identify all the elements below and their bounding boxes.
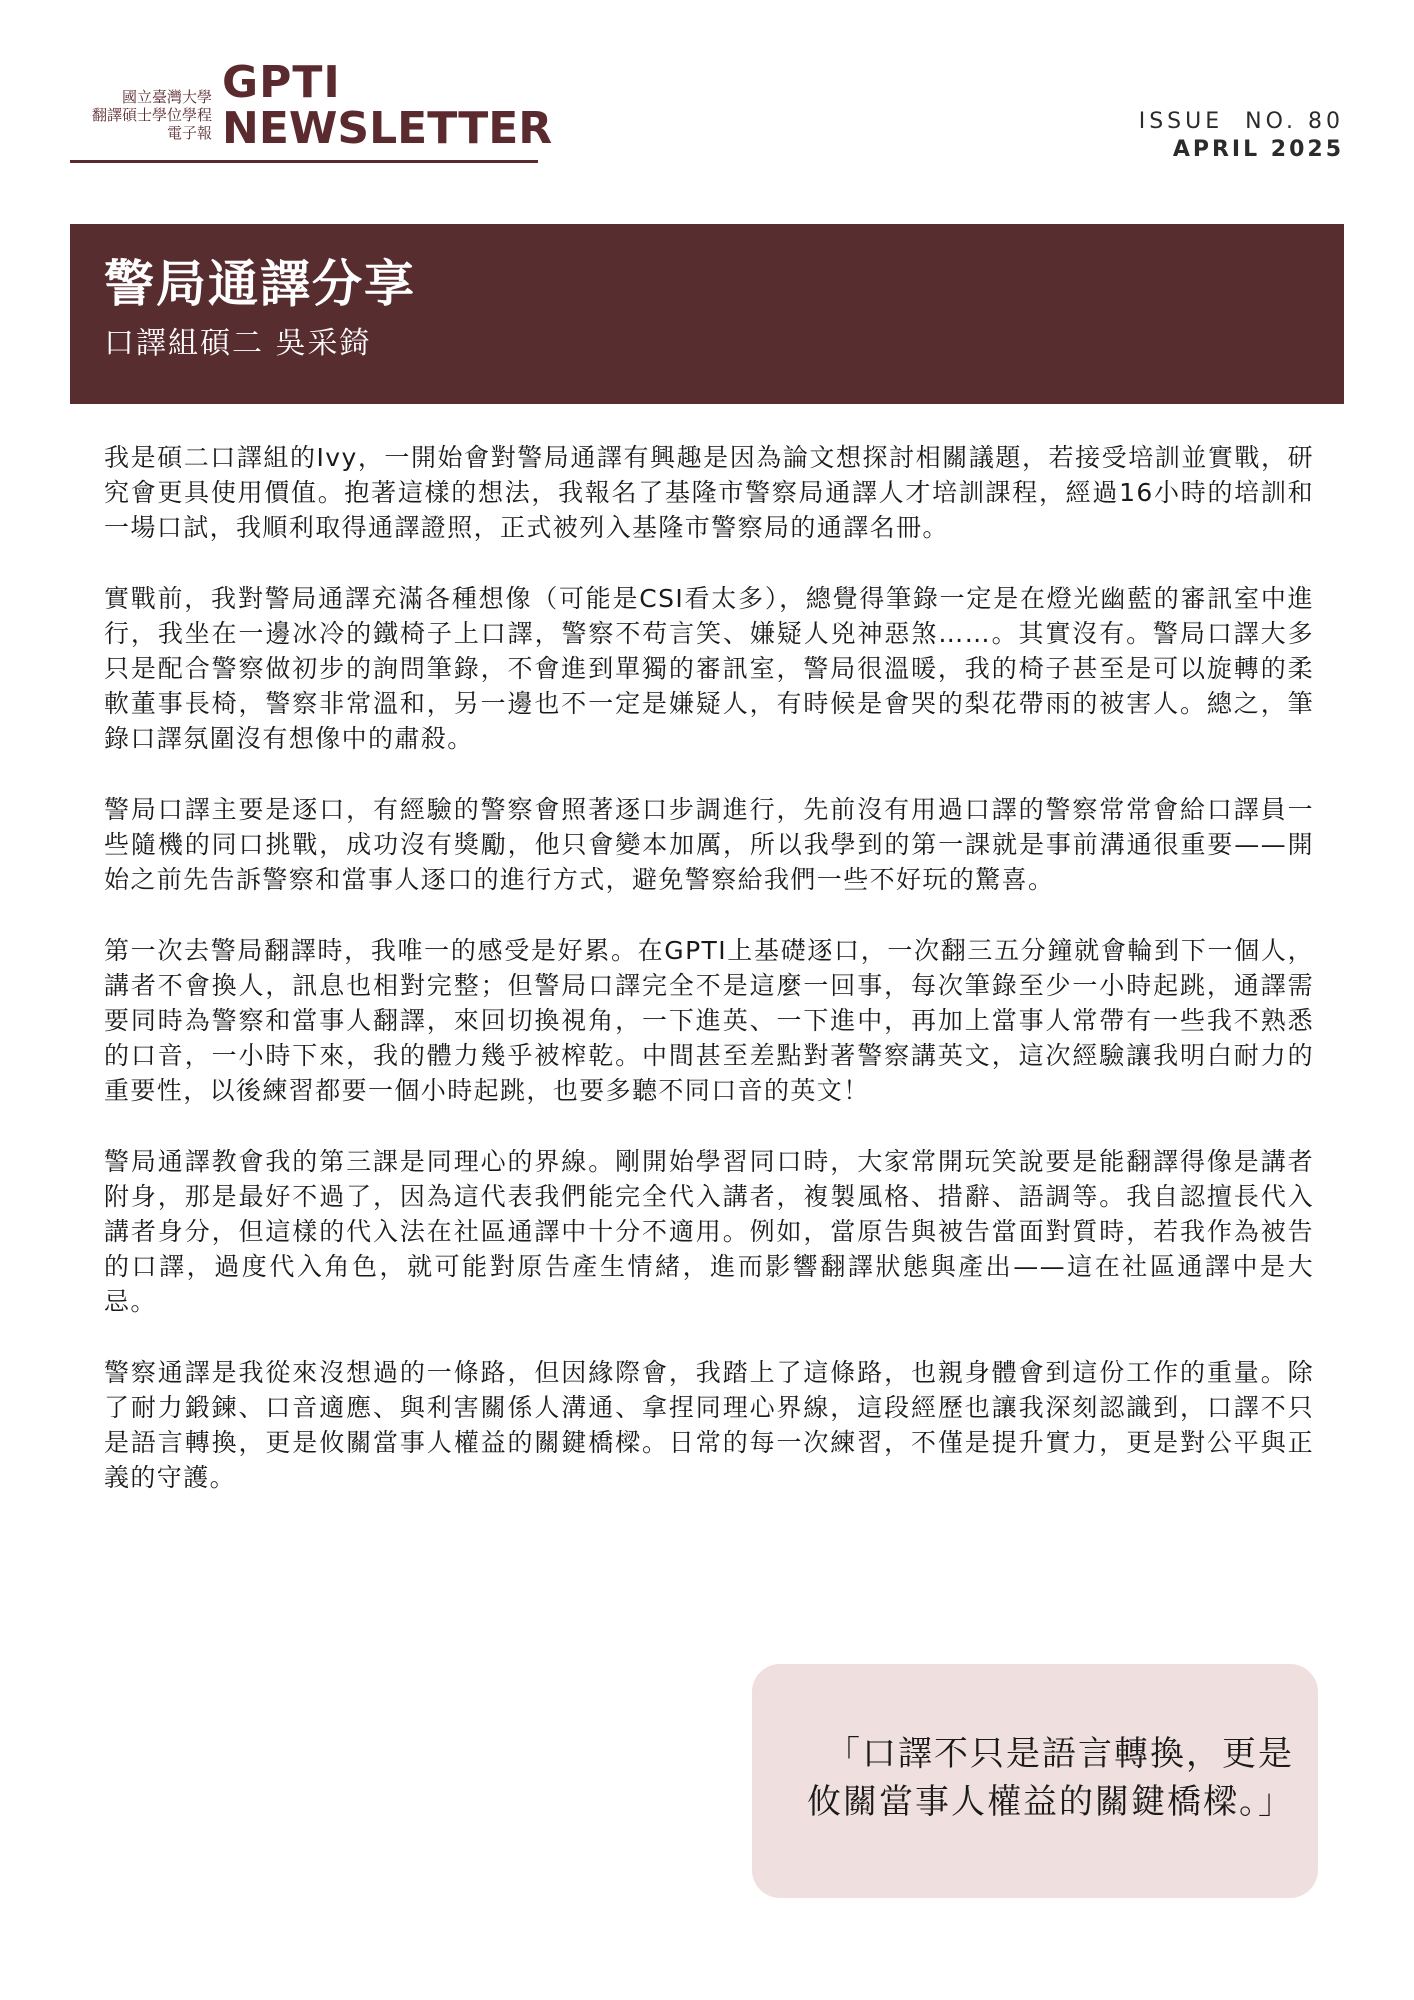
issue-info: [1139, 108, 1344, 164]
article-title-banner: [70, 224, 1344, 404]
article-title: 警局通譯分享: [104, 255, 416, 313]
article-paragraph: 警局通譯教會我的第三課是同理心的界線。剛開始學習同口時，大家常開玩笑說要是能翻譯得像是講者附身，那是最好不過了，因為這代表我們能完全代入講者，複製風格、措辭、語調等。我自認擅長代入講者身分，但這樣的代入法在社區通譯中十分不適用。例如，當原告與被告當面對質時，若我作為被告的口譯，過度代入角色，就可能對原告產生情緒，進而影響翻譯狀態與產出——這在社區通譯中是大忌。: [104, 1147, 1314, 1316]
pull-quote-text: [774, 1730, 1294, 1826]
issue-date: APRIL 2025: [1172, 137, 1344, 162]
article-paragraph: 實戰前，我對警局通譯充滿各種想像（可能是CSI看太多），總覺得筆錄一定是在燈光幽藍的審訊室中進行，我坐在一邊冰冷的鐵椅子上口譯，警察不苟言笑、嫌疑人兇神惡煞……。其實沒有。警局口譯大多只是配合警察做初步的詢問筆錄，不會進到單獨的審訊室，警局很溫暖，我的椅子甚至是可以旋轉的柔軟董事長椅，警察非常溫和，另一邊也不一定是嫌疑人，有時候是會哭的梨花帶雨的被害人。總之，筆錄口譯氛圍沒有想像中的肅殺。: [104, 584, 1314, 753]
newsletter-logo: [222, 57, 553, 154]
institution-name: [70, 88, 212, 142]
institution-line: 國立臺灣大學: [121, 88, 212, 106]
institution-line: 翻譯碩士學位學程: [91, 106, 212, 124]
article-paragraph: 警局口譯主要是逐口，有經驗的警察會照著逐口步調進行，先前沒有用過口譯的警察常常會給口譯員一些隨機的同口挑戰，成功沒有獎勵，他只會變本加厲，所以我學到的第一課就是事前溝通很重要——開始之前先告訴警察和當事人逐口的進行方式，避免警察給我們一些不好玩的驚喜。: [104, 795, 1314, 894]
article-body: [104, 440, 1314, 1531]
newsletter-title-line2: NEWSLETTER: [222, 103, 553, 154]
pull-quote-line: 「口譯不只是語言轉換，更是: [826, 1734, 1294, 1774]
pull-quote-line: 攸關當事人權益的關鍵橋樑。」: [807, 1782, 1294, 1822]
article-author: 口譯組碩二 吳采錡: [104, 326, 372, 361]
masthead-divider: [70, 160, 538, 163]
institution-line: 電子報: [166, 124, 212, 142]
pull-quote-box: [752, 1664, 1318, 1898]
article-paragraph: 警察通譯是我從來沒想過的一條路，但因緣際會，我踏上了這條路，也親身體會到這份工作的重量。除了耐力鍛鍊、口音適應、與利害關係人溝通、拿捏同理心界線，這段經歷也讓我深刻認識到，口譯不只是語言轉換，更是攸關當事人權益的關鍵橋樑。日常的每一次練習，不僅是提升實力，更是對公平與正義的守護。: [104, 1358, 1314, 1492]
issue-number: ISSUE NO. 80: [1138, 109, 1344, 134]
newsletter-title-line1: GPTI: [222, 57, 341, 108]
article-paragraph: 第一次去警局翻譯時，我唯一的感受是好累。在GPTI上基礎逐口，一次翻三五分鐘就會輪到下一個人，講者不會換人，訊息也相對完整；但警局口譯完全不是這麼一回事，每次筆錄至少一小時起跳，通譯需要同時為警察和當事人翻譯，來回切換視角，一下進英、一下進中，再加上當事人常帶有一些我不熟悉的口音，一小時下來，我的體力幾乎被榨乾。中間甚至差點對著警察講英文，這次經驗讓我明白耐力的重要性，以後練習都要一個小時起跳，也要多聽不同口音的英文！: [104, 936, 1314, 1105]
masthead: [70, 57, 553, 164]
article-paragraph: 我是碩二口譯組的Ivy，一開始會對警局通譯有興趣是因為論文想探討相關議題，若接受培訓並實戰，研究會更具使用價值。抱著這樣的想法，我報名了基隆市警察局通譯人才培訓課程，經過16小時的培訓和一場口試，我順利取得通譯證照，正式被列入基隆市警察局的通譯名冊。: [104, 443, 1314, 542]
